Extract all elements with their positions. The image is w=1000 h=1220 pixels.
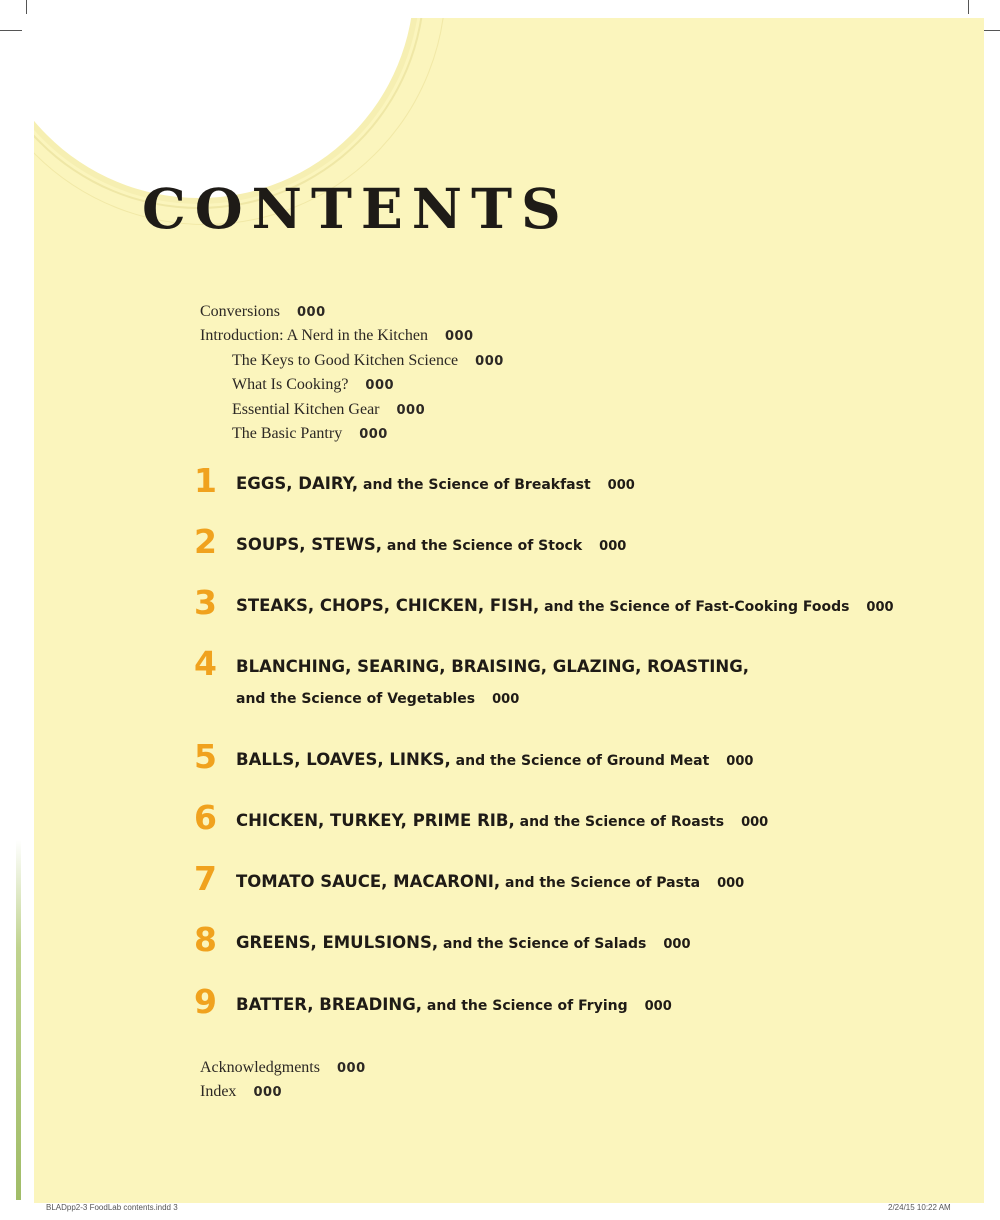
chapter-title-bold: STEAKS, CHOPS, CHICKEN, FISH, [236, 596, 540, 615]
toc-entry-label: What Is Cooking? [232, 376, 349, 394]
chapter-number: 7 [194, 859, 217, 898]
toc-entry[interactable] [200, 422, 504, 446]
toc-entry[interactable] [200, 398, 504, 422]
chapter-title-rest: and the Science of Breakfast [358, 477, 591, 493]
crop-mark [26, 0, 27, 14]
chapter-title-bold: EGGS, DAIRY, [236, 474, 359, 493]
toc-entry[interactable] [200, 300, 504, 324]
toc-entry-page: 000 [444, 329, 474, 345]
front-matter-list [200, 300, 504, 446]
chapter-title-rest: and the Science of Salads [438, 936, 647, 952]
chapter-title-rest: and the Science of Roasts [514, 814, 725, 830]
toc-entry-page: 000 [297, 305, 326, 320]
toc-entry-page: 000 [396, 402, 426, 418]
chapter-page: 000 [741, 815, 769, 830]
crop-mark [0, 30, 22, 31]
chapter-number: 8 [194, 920, 217, 959]
chapter-title [236, 868, 744, 898]
page-title: CONTENTS [142, 176, 570, 241]
chapter-title-line2-text: and the Science of Vegetables [236, 691, 476, 707]
chapter-title [236, 807, 768, 837]
toc-entry-label: Index [200, 1083, 237, 1101]
chapter-page: 000 [599, 539, 627, 554]
chapter-title-rest: and the Science of Stock [382, 538, 583, 554]
chapter-page: 000 [492, 692, 520, 707]
toc-entry-page: 000 [475, 353, 504, 369]
chapter-page: 000 [644, 999, 672, 1014]
chapter-title [236, 929, 691, 959]
toc-entry[interactable] [200, 373, 504, 397]
chapter-page: 000 [866, 600, 894, 615]
toc-entry-label: The Basic Pantry [232, 424, 343, 442]
chapter-number: 4 [194, 644, 217, 683]
chapter-page: 000 [717, 876, 745, 891]
toc-entry-label: Essential Kitchen Gear [232, 400, 380, 418]
chapter-title-bold: BATTER, BREADING, [236, 995, 423, 1014]
toc-entry-page: 000 [336, 1061, 366, 1076]
page-edge-stripe [16, 840, 21, 1200]
chapter-page: 000 [726, 754, 754, 769]
back-matter-list [200, 1056, 366, 1105]
slug-filename: BLADpp2-3 FoodLab contents.indd 3 [46, 1203, 178, 1212]
chapter-title-bold: GREENS, EMULSIONS, [236, 933, 439, 952]
chapter-title [236, 592, 894, 622]
chapter-title-bold: SOUPS, STEWS, [236, 535, 383, 554]
crop-mark [968, 0, 969, 14]
chapter-page: 000 [607, 478, 635, 493]
chapter-title [236, 746, 753, 776]
toc-entry-label: The Keys to Good Kitchen Science [232, 351, 459, 369]
toc-entry-page: 000 [253, 1085, 283, 1101]
toc-entry-label: Acknowledgments [200, 1059, 320, 1076]
chapter-page: 000 [663, 937, 691, 952]
slug-timestamp: 2/24/15 10:22 AM [888, 1203, 951, 1212]
chapter-number: 9 [194, 982, 217, 1021]
toc-entry[interactable] [200, 349, 504, 373]
page [34, 18, 984, 1203]
chapter-title-bold: BALLS, LOAVES, LINKS, [236, 750, 451, 769]
chapter-title-line2 [236, 685, 519, 714]
chapter-number: 6 [194, 798, 217, 837]
toc-entry[interactable] [200, 324, 504, 348]
toc-entry[interactable] [200, 1080, 366, 1104]
chapter-title-bold: TOMATO SAUCE, MACARONI, [236, 872, 501, 891]
chapter-title-rest: and the Science of Fast-Cooking Foods [539, 599, 850, 615]
chapter-title-rest: and the Science of Pasta [500, 875, 701, 891]
chapter-title-rest: and the Science of Ground Meat [450, 753, 710, 769]
chapter-title-bold: BLANCHING, SEARING, BRAISING, GLAZING, ROASTING, [236, 657, 750, 676]
chapter-title [236, 991, 672, 1021]
toc-entry-page: 000 [359, 426, 388, 442]
toc-entry-page: 000 [365, 378, 395, 394]
chapter-number: 5 [194, 737, 217, 776]
chapter-title-bold: CHICKEN, TURKEY, PRIME RIB, [236, 811, 515, 830]
toc-entry-label: Introduction: A Nerd in the Kitchen [200, 327, 428, 345]
toc-entry[interactable] [200, 1056, 366, 1080]
chapter-number: 1 [194, 461, 217, 500]
toc-entry-label: Conversions [200, 303, 280, 320]
chapter-number: 2 [194, 522, 217, 561]
chapter-title [236, 531, 626, 561]
chapter-number: 3 [194, 583, 217, 622]
chapter-title [236, 653, 749, 682]
chapter-title-rest: and the Science of Frying [422, 998, 628, 1014]
chapter-title [236, 470, 635, 500]
